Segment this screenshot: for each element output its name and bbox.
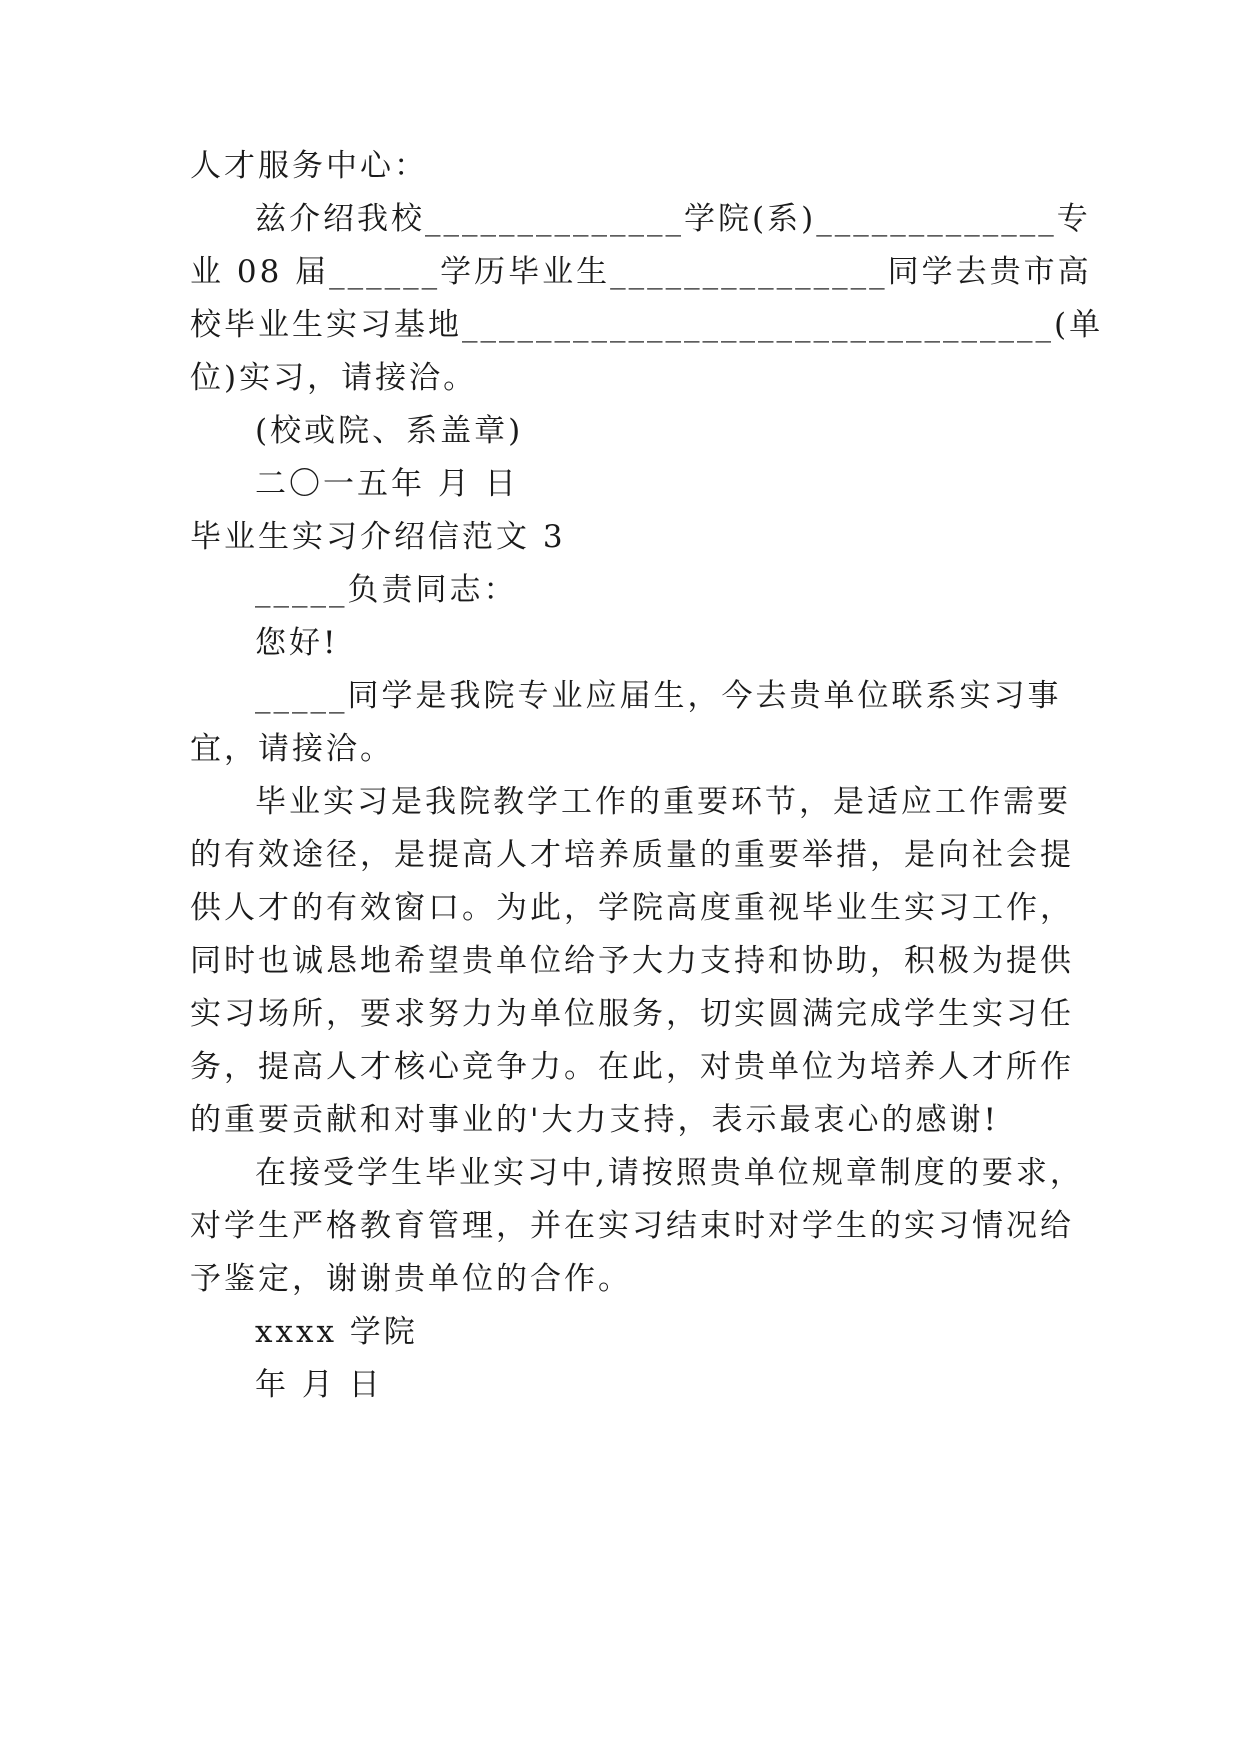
text-line-11: _____同学是我院专业应届生，今去贵单位联系实习事 [255,678,1062,714]
text-line-19: 的重要贡献和对事业的'大力支持，表示最衷心的感谢! [190,1102,999,1138]
text-line-16: 同时也诚恳地希望贵单位给予大力支持和协助，积极为提供 [190,943,1074,979]
signature-date: 年 月 日 [255,1367,383,1403]
salutation: _____负责同志： [255,572,518,608]
text-line-21: 对学生严格教育管理，并在实习结束时对学生的实习情况给 [190,1208,1074,1244]
text-line-17: 实习场所，要求努力为单位服务，切实圆满完成学生实习任 [190,996,1074,1032]
signature-school: xxxx 学院 [255,1314,418,1350]
text-line-12: 宜，请接洽。 [190,731,394,767]
text-line-2: 兹介绍我校______________学院(系)_____________专 [255,201,1091,237]
text-line-13: 毕业实习是我院教学工作的重要环节，是适应工作需要 [255,784,1071,820]
text-line-15: 供人才的有效窗口。为此，学院高度重视毕业生实习工作， [190,890,1074,926]
stamp-note: (校或院、系盖章) [255,413,524,449]
date-line: 二〇一五年 月 日 [255,466,519,502]
text-line-5: 位)实习，请接洽。 [190,360,478,396]
text-line-3: 业 08 届______学历毕业生_______________同学去贵市高 [190,254,1092,290]
text-line-20: 在接受学生毕业实习中,请按照贵单位规章制度的要求， [255,1155,1084,1191]
text-line-4: 校毕业生实习基地________________________________(单 [190,307,1104,343]
text-line-22: 予鉴定，谢谢贵单位的合作。 [190,1261,632,1297]
section-title: 毕业生实习介绍信范文 3 [190,519,566,555]
text-line-18: 务，提高人才核心竞争力。在此，对贵单位为培养人才所作 [190,1049,1074,1085]
text-line-14: 的有效途径，是提高人才培养质量的重要举措，是向社会提 [190,837,1074,873]
greeting: 您好! [255,625,339,661]
text-line-1: 人才服务中心： [190,148,428,184]
